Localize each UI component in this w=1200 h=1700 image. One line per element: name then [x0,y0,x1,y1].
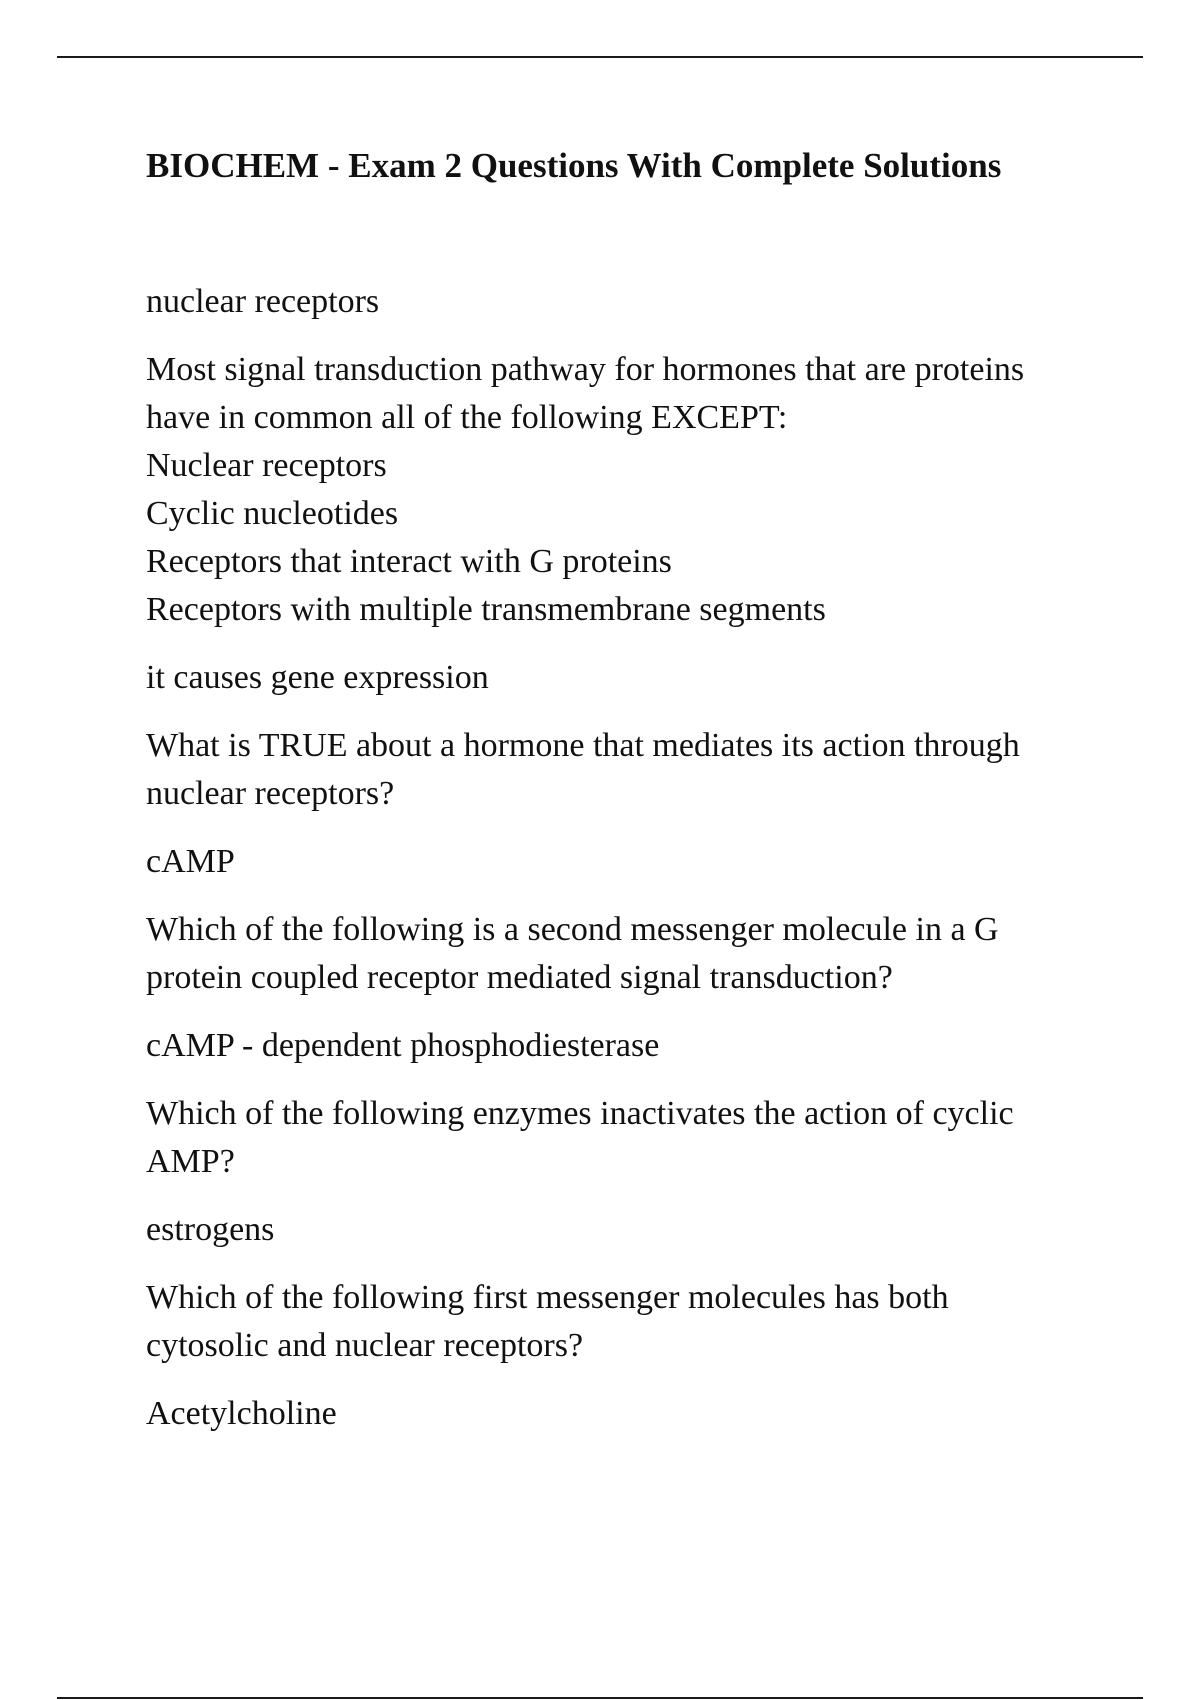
answer-text [146,1022,1106,1070]
text-line: Which of the following first messenger molecules has both [146,1279,949,1316]
text-line: What is TRUE about a hormone that mediates its action through [146,727,1020,764]
text-line: cAMP - dependent phosphodiesterase [146,1027,660,1064]
text-line: estrogens [146,1211,275,1248]
question-text [146,1090,1106,1186]
answer-text [146,654,1106,702]
document-title: BIOCHEM - Exam 2 Questions With Complete Solutions [146,146,1002,185]
text-line: AMP? [146,1143,235,1180]
text-line: nuclear receptors? [146,775,395,812]
text-line: Which of the following is a second messenger molecule in a G [146,911,999,948]
question-text [146,346,1106,634]
text-line: Cyclic nucleotides [146,495,399,532]
question-text [146,1274,1106,1370]
text-line: have in common all of the following EXCEPT: [146,399,788,436]
text-line: Nuclear receptors [146,447,387,484]
answer-text [146,278,1106,326]
text-line: cAMP [146,843,235,880]
document-body [146,278,1106,1458]
answer-text [146,1390,1106,1438]
text-line: cytosolic and nuclear receptors? [146,1327,584,1364]
text-line: protein coupled receptor mediated signal transduction? [146,959,893,996]
text-line: Acetylcholine [146,1395,337,1432]
answer-text [146,1206,1106,1254]
answer-text [146,838,1106,886]
text-line: Receptors that interact with G proteins [146,543,672,580]
text-line: Most signal transduction pathway for hormones that are proteins [146,351,1025,388]
question-text [146,906,1106,1002]
text-line: nuclear receptors [146,283,380,320]
bottom-rule [57,1697,1143,1699]
text-line: it causes gene expression [146,659,489,696]
text-line: Which of the following enzymes inactivates the action of cyclic [146,1095,1014,1132]
question-text [146,722,1106,818]
text-line: Receptors with multiple transmembrane segments [146,591,826,628]
top-rule [57,56,1143,58]
